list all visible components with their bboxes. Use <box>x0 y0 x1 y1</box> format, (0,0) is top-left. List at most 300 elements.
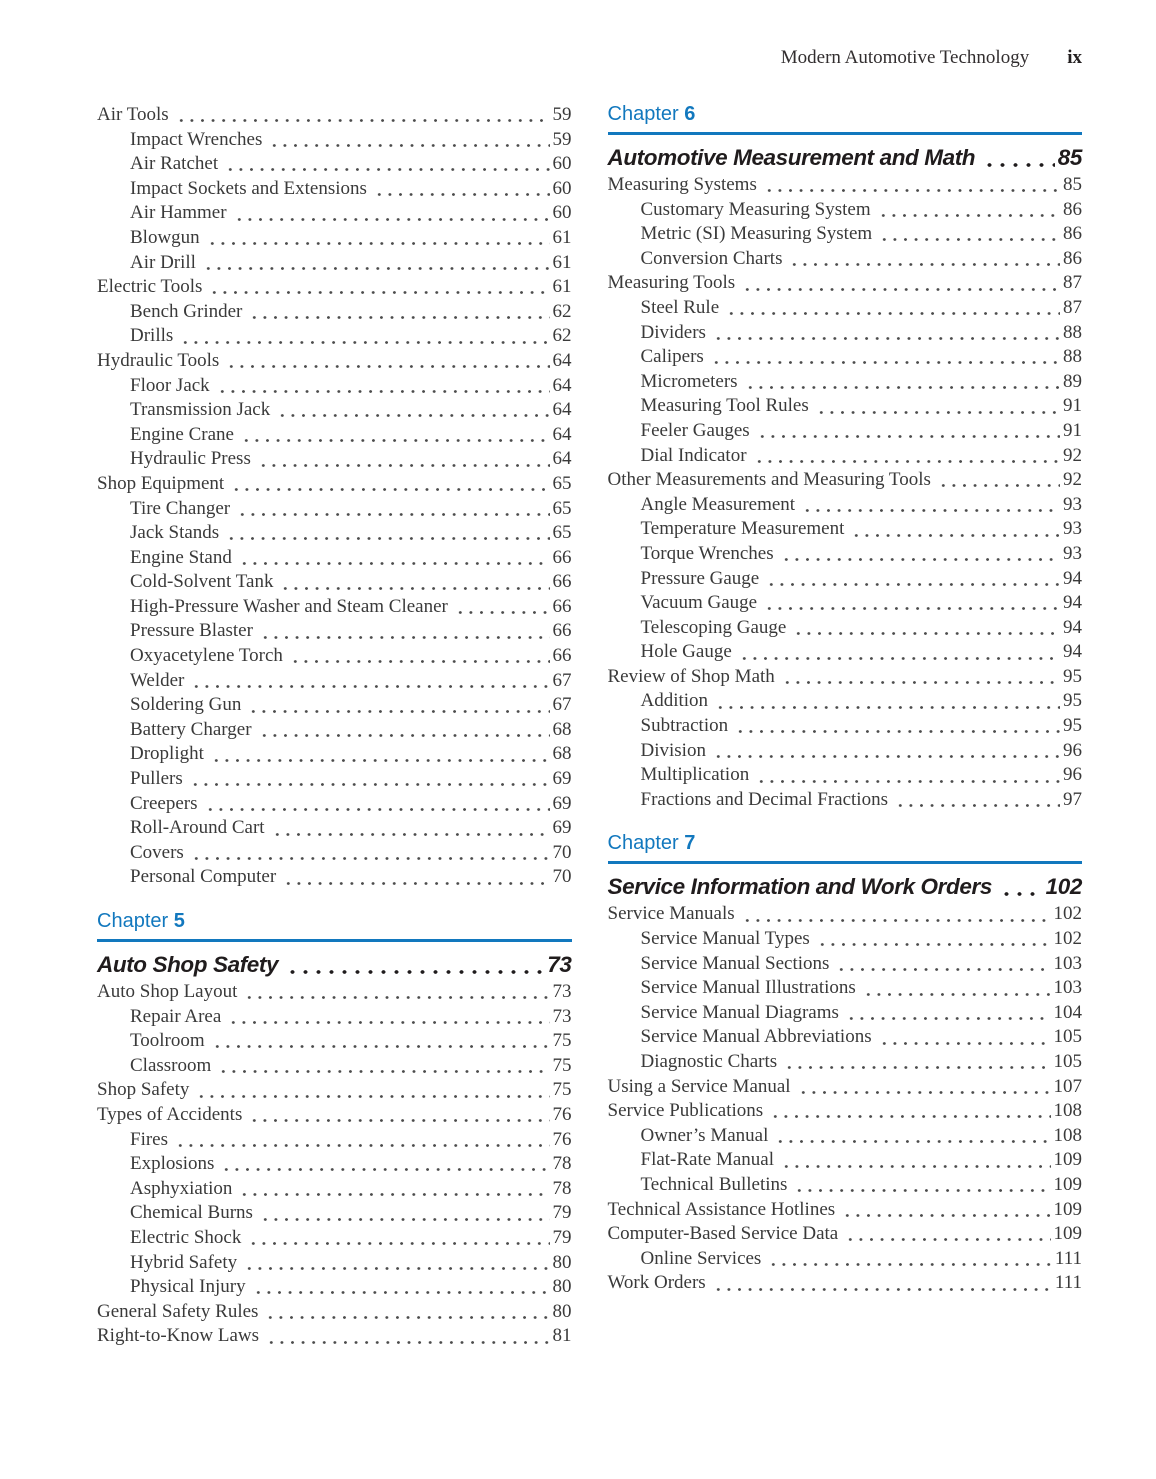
entry-label: High-Pressure Washer and Steam Cleaner <box>130 595 448 617</box>
entry-label: Covers <box>130 841 184 863</box>
dot-leader <box>246 693 549 718</box>
entry-page-number: 111 <box>1054 1247 1082 1269</box>
entry-label: Air Drill <box>130 251 196 273</box>
toc-entry[interactable] <box>97 792 572 817</box>
dot-leader <box>724 296 1060 321</box>
entry-label: Transmission Jack <box>130 399 271 421</box>
toc-entry[interactable] <box>97 472 572 497</box>
toc-entry[interactable] <box>97 300 572 325</box>
entry-label: Division <box>640 739 706 761</box>
dot-leader <box>752 444 1060 469</box>
toc-entry[interactable] <box>97 128 572 153</box>
toc-entry[interactable] <box>608 763 1083 788</box>
entry-label: Technical Assistance Hotlines <box>607 1198 836 1220</box>
toc-entry[interactable] <box>97 865 572 890</box>
toc-entry[interactable] <box>97 447 572 472</box>
chapter-heading <box>608 832 1083 864</box>
toc-entry[interactable] <box>97 816 572 841</box>
entry-label: Bench Grinder <box>130 300 243 322</box>
entry-label: Impact Wrenches <box>130 128 263 150</box>
dot-leader <box>209 742 550 767</box>
dot-leader <box>219 1152 549 1177</box>
dot-leader <box>275 398 549 423</box>
toc-entry[interactable] <box>608 247 1083 272</box>
toc-entry[interactable] <box>97 1054 572 1079</box>
toc-entry[interactable] <box>608 1198 1083 1223</box>
toc-entry[interactable] <box>97 398 572 423</box>
entry-label: Personal Computer <box>130 866 277 888</box>
dot-leader <box>754 763 1060 788</box>
toc-entry[interactable] <box>97 374 572 399</box>
toc-entry[interactable] <box>97 275 572 300</box>
toc-entry[interactable] <box>608 345 1083 370</box>
dot-leader <box>711 739 1060 764</box>
entry-label: Service Manual Types <box>640 928 810 950</box>
dot-leader <box>780 665 1060 690</box>
entry-label: Repair Area <box>130 1005 222 1027</box>
toc-entry[interactable] <box>608 1173 1083 1198</box>
running-head-book-title: Modern Automotive Technology <box>780 47 1030 68</box>
toc-entry[interactable] <box>608 976 1083 1001</box>
toc-entry[interactable] <box>608 788 1083 813</box>
entry-page-number: 64 <box>552 399 572 421</box>
toc-entry[interactable] <box>97 349 572 374</box>
entry-label: Dividers <box>640 321 706 343</box>
dot-leader <box>203 792 550 817</box>
entry-label: Shop Equipment <box>97 472 225 494</box>
entry-label: Customary Measuring System <box>640 198 871 220</box>
toc-entry[interactable] <box>608 321 1083 346</box>
dot-leader <box>216 1054 549 1079</box>
entry-page-number: 109 <box>1053 1223 1082 1245</box>
dot-leader <box>815 927 1051 952</box>
dot-leader <box>876 198 1060 223</box>
toc-entry[interactable] <box>608 419 1083 444</box>
dot-leader <box>713 689 1060 714</box>
toc-block <box>608 832 1083 1296</box>
entry-page-number: 103 <box>1053 952 1082 974</box>
entry-page-number: 60 <box>552 202 572 224</box>
dot-leader <box>764 567 1060 592</box>
entry-label: Steel Rule <box>640 296 720 318</box>
chapter-number: 5 <box>173 910 185 932</box>
toc-entry[interactable] <box>608 296 1083 321</box>
toc-entry[interactable] <box>97 1324 572 1349</box>
entry-page-number: 76 <box>552 1103 572 1125</box>
dot-leader <box>205 226 550 251</box>
toc-entry[interactable] <box>97 669 572 694</box>
entry-label: Battery Charger <box>130 718 252 740</box>
toc-entry[interactable] <box>608 952 1083 977</box>
dot-leader <box>843 1222 1050 1247</box>
entry-page-number: 70 <box>552 866 572 888</box>
dot-leader <box>224 349 549 374</box>
entry-label: Floor Jack <box>130 374 210 396</box>
entry-page-number: 103 <box>1053 977 1082 999</box>
entry-label: Air Tools <box>97 104 169 125</box>
toc-entry[interactable] <box>608 714 1083 739</box>
entry-label: Dial Indicator <box>640 444 747 466</box>
entry-page-number: 95 <box>1063 665 1082 687</box>
entry-page-number: 109 <box>1053 1173 1082 1195</box>
toc-entry[interactable] <box>97 619 572 644</box>
dot-leader <box>779 1148 1051 1173</box>
entry-label: Soldering Gun <box>130 694 242 716</box>
entry-page-number: 86 <box>1063 198 1082 220</box>
toc-entry[interactable] <box>97 546 572 571</box>
dot-leader <box>270 816 550 841</box>
entry-page-number: 66 <box>552 546 572 568</box>
entry-label: Asphyxiation <box>130 1177 233 1199</box>
entry-label: Service Manual Diagrams <box>640 1001 839 1023</box>
dot-leader <box>782 1050 1050 1075</box>
toc-entry[interactable] <box>608 739 1083 764</box>
dot-leader <box>743 370 1060 395</box>
dot-leader <box>224 521 549 546</box>
entry-page-number: 67 <box>552 669 572 691</box>
entry-page-number: 65 <box>552 522 572 544</box>
entry-label: Auto Shop Layout <box>97 981 238 1002</box>
entry-page-number: 75 <box>552 1054 572 1076</box>
toc-entry[interactable] <box>97 1300 572 1325</box>
toc-entry[interactable] <box>608 640 1083 665</box>
entry-page-number: 80 <box>552 1251 572 1273</box>
entry-label: Classroom <box>130 1054 212 1076</box>
entry-page-number: 104 <box>1053 1001 1082 1023</box>
toc-entry[interactable] <box>608 1025 1083 1050</box>
dot-leader <box>226 1005 549 1030</box>
entry-page-number: 88 <box>1063 321 1082 343</box>
dot-leader <box>194 1078 549 1103</box>
dot-leader <box>229 472 549 497</box>
entry-label: Cold-Solvent Tank <box>130 571 274 593</box>
dot-leader <box>288 644 550 669</box>
toc-entry[interactable] <box>608 271 1083 296</box>
entry-label: Drills <box>130 325 174 347</box>
toc-entry[interactable] <box>97 718 572 743</box>
entry-label: Hydraulic Press <box>130 448 251 470</box>
entry-page-number: 105 <box>1053 1026 1082 1048</box>
toc-entry[interactable] <box>97 644 572 669</box>
entry-page-number: 108 <box>1053 1124 1082 1146</box>
toc-entry[interactable] <box>97 570 572 595</box>
entry-label: Pullers <box>130 768 183 790</box>
entry-label: Multiplication <box>640 764 750 786</box>
toc-entry[interactable] <box>608 1001 1083 1026</box>
entry-page-number: 95 <box>1063 715 1082 737</box>
toc-entry[interactable] <box>608 1099 1083 1124</box>
entry-page-number: 69 <box>552 768 572 790</box>
entry-label: Air Ratchet <box>130 153 219 175</box>
dot-leader <box>844 1001 1051 1026</box>
toc-entry[interactable] <box>608 665 1083 690</box>
dot-leader <box>834 952 1050 977</box>
dot-leader <box>258 1201 550 1226</box>
entry-page-number: 67 <box>552 694 572 716</box>
entry-page-number: 65 <box>552 497 572 519</box>
entry-label: Electric Tools <box>97 276 203 298</box>
entry-page-number: 95 <box>1063 690 1082 712</box>
entry-page-number: 64 <box>552 448 572 470</box>
chapter-title-label: Automotive Measurement and Math <box>607 145 976 170</box>
dot-leader <box>173 1128 550 1153</box>
dot-leader <box>232 201 550 226</box>
chapter-number: 7 <box>684 832 696 855</box>
entry-page-number: 107 <box>1053 1075 1082 1097</box>
entry-label: Angle Measurement <box>640 493 796 515</box>
toc-entry[interactable] <box>608 542 1083 567</box>
entry-label: Hydraulic Tools <box>97 349 220 371</box>
toc-entry[interactable] <box>97 1226 572 1251</box>
toc-entry[interactable] <box>608 173 1083 198</box>
dot-leader <box>242 1251 549 1276</box>
toc-entry[interactable] <box>97 595 572 620</box>
entry-page-number: 66 <box>552 595 572 617</box>
dot-leader <box>998 871 1043 902</box>
entry-label: Blowgun <box>130 226 200 248</box>
toc-entry[interactable] <box>608 444 1083 469</box>
entry-label: Toolroom <box>130 1030 205 1052</box>
entry-label: Engine Crane <box>130 423 234 445</box>
dot-leader <box>189 669 549 694</box>
dot-leader <box>711 321 1060 346</box>
entry-label: Roll-Around Cart <box>130 817 265 839</box>
toc-entry[interactable] <box>97 423 572 448</box>
toc-entry[interactable] <box>608 1222 1083 1247</box>
chapter-title-label: Auto Shop Safety <box>97 952 279 977</box>
toc-entry[interactable] <box>608 1124 1083 1149</box>
entry-label: Using a Service Manual <box>607 1075 791 1097</box>
dot-leader <box>178 324 549 349</box>
dot-leader <box>267 128 549 153</box>
entry-label: Online Services <box>640 1247 762 1269</box>
page-header <box>97 46 1082 70</box>
chapter-title-entry[interactable] <box>97 949 572 980</box>
toc-entry[interactable] <box>97 251 572 276</box>
toc-entry[interactable] <box>97 1103 572 1128</box>
entry-page-number: 108 <box>1053 1100 1082 1122</box>
toc-entry[interactable] <box>608 1050 1083 1075</box>
entry-page-number: 75 <box>552 1079 572 1101</box>
entry-label: Measuring Systems <box>607 174 757 195</box>
toc-entry[interactable] <box>608 591 1083 616</box>
toc-entry[interactable] <box>608 1247 1083 1272</box>
toc-content <box>97 103 1082 1349</box>
entry-label: Feeler Gauges <box>640 419 750 441</box>
entry-page-number: 109 <box>1053 1149 1082 1171</box>
dot-leader <box>779 542 1060 567</box>
dot-leader <box>981 142 1055 173</box>
entry-label: Diagnostic Charts <box>640 1051 778 1072</box>
toc-entry[interactable] <box>97 324 572 349</box>
entry-label: Telescoping Gauge <box>640 616 787 638</box>
dot-leader <box>453 595 550 620</box>
entry-page-number: 87 <box>1063 272 1082 294</box>
dot-leader <box>242 980 549 1005</box>
entry-page-number: 62 <box>552 300 572 322</box>
entry-label: Right-to-Know Laws <box>97 1325 260 1347</box>
toc-entry[interactable] <box>97 742 572 767</box>
entry-page-number: 65 <box>552 472 572 494</box>
dot-leader <box>258 619 550 644</box>
entry-page-number: 60 <box>552 153 572 175</box>
entry-page-number: 91 <box>1063 395 1082 417</box>
entry-page-number: 87 <box>1063 296 1082 318</box>
toc-entry[interactable] <box>97 693 572 718</box>
toc-entry[interactable] <box>608 1075 1083 1100</box>
entry-label: Explosions <box>130 1153 215 1175</box>
dot-leader <box>791 616 1060 641</box>
toc-entry[interactable] <box>608 689 1083 714</box>
dot-leader <box>755 419 1060 444</box>
entry-page-number: 78 <box>552 1177 572 1199</box>
chapter-label: Chapter <box>607 103 685 125</box>
entry-label: Addition <box>640 690 709 712</box>
toc-entry[interactable] <box>97 1152 572 1177</box>
dot-leader <box>796 1075 1051 1100</box>
dot-leader <box>251 1275 550 1300</box>
dot-leader <box>733 714 1060 739</box>
entry-page-number: 86 <box>1063 223 1082 245</box>
toc-entry[interactable] <box>97 1128 572 1153</box>
entry-label: Impact Sockets and Extensions <box>130 177 367 199</box>
entry-label: Computer-Based Service Data <box>607 1223 839 1245</box>
toc-entry[interactable] <box>97 103 572 128</box>
toc-entry[interactable] <box>608 198 1083 223</box>
toc-entry[interactable] <box>97 521 572 546</box>
entry-label: Temperature Measurement <box>640 518 845 540</box>
entry-label: Service Publications <box>607 1100 764 1122</box>
toc-entry[interactable] <box>97 841 572 866</box>
dot-leader <box>709 345 1060 370</box>
dot-leader <box>792 1173 1050 1198</box>
dot-leader <box>215 374 550 399</box>
entry-page-number: 109 <box>1053 1198 1082 1220</box>
entry-label: Service Manual Illustrations <box>640 977 856 999</box>
toc-entry[interactable] <box>97 1201 572 1226</box>
entry-label: Service Manual Abbreviations <box>640 1026 872 1048</box>
toc-entry[interactable] <box>97 497 572 522</box>
entry-label: Chemical Burns <box>130 1202 253 1224</box>
entry-page-number: 64 <box>552 374 572 396</box>
entry-label: Air Hammer <box>130 202 227 224</box>
entry-page-number: 61 <box>552 226 572 248</box>
entry-label: Subtraction <box>640 715 729 737</box>
toc-column-right <box>608 103 1083 1349</box>
toc-entry[interactable] <box>97 1029 572 1054</box>
dot-leader <box>814 394 1060 419</box>
dot-leader <box>247 1103 549 1128</box>
entry-page-number: 102 <box>1053 903 1082 925</box>
entry-page-number: 60 <box>552 177 572 199</box>
toc-entry[interactable] <box>97 152 572 177</box>
toc-entry[interactable] <box>608 616 1083 641</box>
entry-page-number: 75 <box>552 1030 572 1052</box>
entry-label: Pressure Blaster <box>130 620 253 642</box>
entry-label: Engine Stand <box>130 546 232 568</box>
toc-entry[interactable] <box>608 1148 1083 1173</box>
entry-page-number: 59 <box>552 128 572 150</box>
entry-page-number: 94 <box>1063 567 1082 589</box>
chapter-label: Chapter <box>97 910 174 932</box>
entry-page-number: 94 <box>1063 616 1082 638</box>
toc-entry[interactable] <box>608 493 1083 518</box>
dot-leader <box>768 1099 1050 1124</box>
entry-label: Flat-Rate Manual <box>640 1149 774 1171</box>
toc-entry[interactable] <box>97 201 572 226</box>
entry-page-number: 97 <box>1063 788 1082 810</box>
toc-entry[interactable] <box>97 1251 572 1276</box>
entry-label: Welder <box>130 669 185 691</box>
dot-leader <box>237 546 550 571</box>
dot-leader <box>263 1300 549 1325</box>
entry-label: Owner’s Manual <box>640 1124 769 1146</box>
entry-page-number: 79 <box>552 1226 572 1248</box>
chapter-title-entry[interactable] <box>608 142 1083 173</box>
dot-leader <box>840 1198 1050 1223</box>
toc-entry[interactable] <box>608 927 1083 952</box>
toc-entry[interactable] <box>608 222 1083 247</box>
toc-entry[interactable] <box>608 517 1083 542</box>
chapter-page-number: 73 <box>547 952 572 977</box>
entry-label: Jack Stands <box>130 522 220 544</box>
entry-page-number: 111 <box>1054 1272 1082 1294</box>
toc-entry[interactable] <box>97 980 572 1005</box>
toc-entry[interactable] <box>608 394 1083 419</box>
toc-entry[interactable] <box>608 902 1083 927</box>
toc-entry[interactable] <box>608 468 1083 493</box>
dot-leader <box>372 177 550 202</box>
entry-page-number: 69 <box>552 792 572 814</box>
toc-entry[interactable] <box>97 1078 572 1103</box>
entry-page-number: 102 <box>1053 928 1082 950</box>
dot-leader <box>256 447 550 472</box>
toc-entry[interactable] <box>97 1005 572 1030</box>
entry-page-number: 68 <box>552 743 572 765</box>
toc-entry[interactable] <box>608 1271 1083 1296</box>
entry-label: Creepers <box>130 792 198 814</box>
entry-label: Micrometers <box>640 370 738 392</box>
dot-leader <box>737 640 1060 665</box>
toc-entry[interactable] <box>97 767 572 792</box>
toc-entry[interactable] <box>608 567 1083 592</box>
entry-page-number: 93 <box>1063 493 1082 515</box>
toc-entry[interactable] <box>97 226 572 251</box>
entry-page-number: 93 <box>1063 518 1082 540</box>
page-folio: ix <box>1067 47 1082 68</box>
toc-entry[interactable] <box>608 370 1083 395</box>
dot-leader <box>188 767 550 792</box>
entry-page-number: 66 <box>552 571 572 593</box>
toc-entry[interactable] <box>97 177 572 202</box>
entry-label: Shop Safety <box>97 1079 190 1101</box>
chapter-label: Chapter <box>607 832 685 855</box>
dot-leader <box>210 1029 550 1054</box>
chapter-title-entry[interactable] <box>608 871 1083 902</box>
entry-page-number: 78 <box>552 1153 572 1175</box>
entry-label: Metric (SI) Measuring System <box>640 223 873 245</box>
entry-page-number: 105 <box>1053 1051 1082 1072</box>
toc-entry[interactable] <box>97 1275 572 1300</box>
entry-label: Torque Wrenches <box>640 542 774 564</box>
entry-label: Hole Gauge <box>640 641 732 663</box>
dot-leader <box>740 271 1060 296</box>
dot-leader <box>174 103 550 128</box>
toc-entry[interactable] <box>97 1177 572 1202</box>
dot-leader <box>877 222 1060 247</box>
entry-page-number: 61 <box>552 251 572 273</box>
dot-leader <box>849 517 1060 542</box>
